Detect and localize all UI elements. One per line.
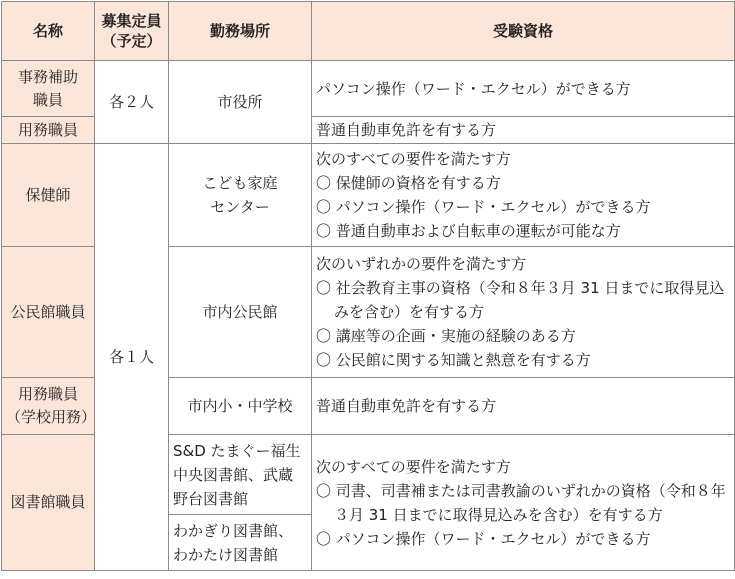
- library-name-text: 図書館職員: [10, 493, 86, 511]
- row-name-clerk: [2, 61, 95, 117]
- row-name-nurse: [2, 144, 95, 247]
- qualification-school: [312, 378, 735, 435]
- community-req-intro: 次のいずれかの要件を満たす方: [316, 255, 527, 273]
- place-cell-cityhall: [169, 61, 312, 144]
- qualification-community: [312, 247, 735, 378]
- nurse-req1: 〇 保健師の資格を有する方: [316, 174, 501, 192]
- header-place: [169, 2, 312, 61]
- nurse-req2: 〇 パソコン操作（ワード・エクセル）ができる方: [316, 198, 651, 216]
- header-place-text: 勤務場所: [209, 22, 270, 40]
- qualification-clerk: [312, 61, 735, 117]
- library2-line2: わかたけ図書館: [173, 545, 279, 564]
- library1-line2: 中央図書館、武蔵: [173, 465, 294, 484]
- table-row: [2, 61, 735, 117]
- header-row: [2, 2, 735, 61]
- place-cell-school: [169, 378, 312, 435]
- clerk-name-line1: 事務補助: [17, 67, 78, 86]
- header-count-line2: （予定）: [101, 32, 162, 50]
- count-b-text: 各１人: [108, 348, 154, 366]
- clerk-req1: パソコン操作（ワード・エクセル）ができる方: [316, 79, 631, 98]
- count-cell-a: [95, 61, 169, 144]
- row-name-library: [2, 435, 95, 571]
- row-name-school: [2, 378, 95, 435]
- community-place-text: 市内公民館: [202, 303, 278, 321]
- place-cell-community: [169, 247, 312, 378]
- count-cell-b: [95, 144, 169, 571]
- place-cell-childcenter: [169, 144, 312, 247]
- place-cell-library1: [169, 435, 312, 515]
- clerk-name-line2: 職員: [32, 90, 63, 109]
- qualification-nurse: [312, 144, 735, 247]
- library1-line1: S&D たまぐー福生: [173, 441, 301, 460]
- community-name-text: 公民館職員: [10, 302, 86, 321]
- recruitment-table: [1, 1, 735, 571]
- nurse-name-text: 保健師: [25, 185, 71, 204]
- community-req1: 〇 社会教育主事の資格（令和８年３月 31 日までに取得見込みを含む）を有する方: [316, 279, 725, 321]
- table-row: [2, 144, 735, 247]
- nurse-req3: 〇 普通自動車および自転車の運転が可能な方: [316, 222, 621, 240]
- place-cell-library2: [169, 515, 312, 571]
- school-name-line2: （学校用務）: [6, 408, 97, 426]
- library-req1: 〇 司書、司書補または司書教諭のいずれかの資格（令和８年３月 31 日までに取得見込みを含む）を有する方: [316, 481, 726, 524]
- library1-line3: 野台図書館: [173, 489, 249, 508]
- qualification-service: [312, 117, 735, 144]
- school-req1: 普通自動車免許を有する方: [316, 397, 497, 415]
- header-qualification-text: 受験資格: [492, 22, 553, 40]
- place-cityhall-text: 市役所: [217, 93, 263, 111]
- childcenter-line2: センター: [210, 198, 270, 216]
- school-place-text: 市内小・中学校: [187, 397, 293, 415]
- header-count: [95, 2, 169, 61]
- school-name-line1: 用務職員: [17, 385, 78, 403]
- nurse-req-intro: 次のすべての要件を満たす方: [316, 150, 511, 168]
- childcenter-line1: こども家庭: [202, 174, 278, 192]
- service-name-text: 用務職員: [17, 120, 78, 139]
- header-name-text: 名称: [32, 22, 63, 40]
- community-req3: 〇 公民館に関する知識と熱意を有する方: [316, 351, 591, 369]
- row-name-service: [2, 117, 95, 144]
- header-count-line1: 募集定員: [101, 12, 162, 30]
- row-name-community: [2, 247, 95, 378]
- count-a-text: 各２人: [108, 93, 154, 111]
- header-qualification: [312, 2, 735, 61]
- qualification-library: [312, 435, 735, 571]
- community-req2: 〇 講座等の企画・実施の経験のある方: [316, 327, 576, 345]
- library2-line1: わかぎり図書館、: [173, 521, 294, 540]
- header-name: [2, 2, 95, 61]
- service-req1: 普通自動車免許を有する方: [316, 121, 497, 139]
- library-req2: 〇 パソコン操作（ワード・エクセル）ができる方: [316, 529, 651, 548]
- library-req-intro: 次のすべての要件を満たす方: [316, 457, 511, 476]
